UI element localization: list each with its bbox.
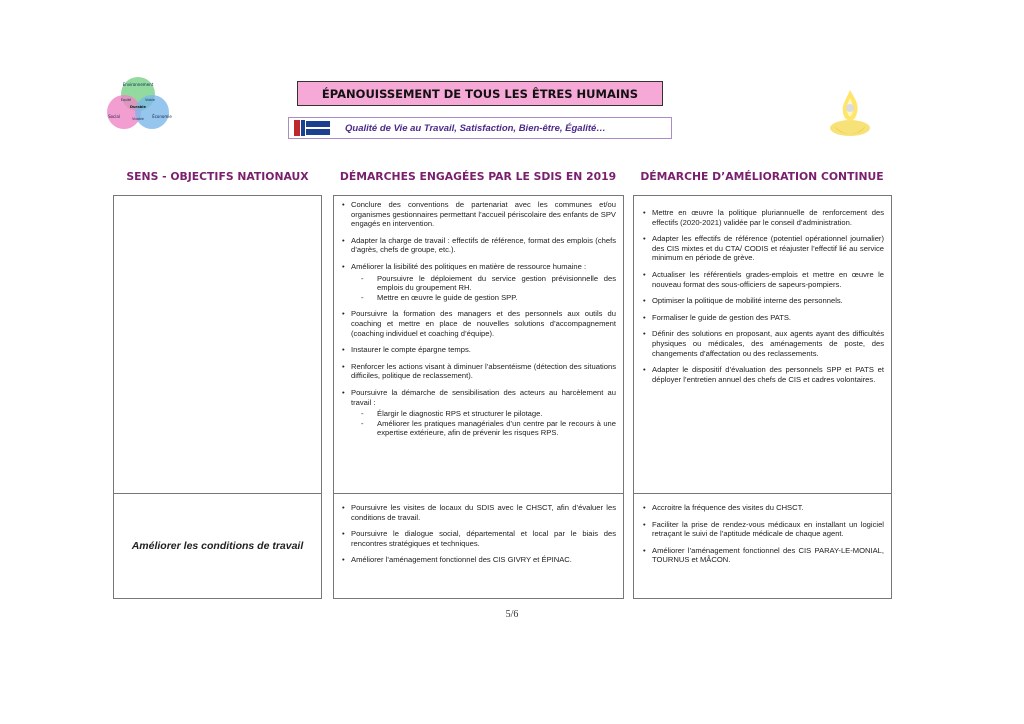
column-header-sdis-actions: DÉMARCHES ENGAGÉES PAR LE SDIS EN 2019 bbox=[339, 170, 617, 183]
row2-improvement-cell bbox=[633, 493, 892, 599]
venn-center-label: Durable bbox=[130, 105, 146, 109]
list-item: • Améliorer l’aménagement fonctionnel des CIS PARAY-LE-MONIAL, TOURNUS et MÂCON. bbox=[640, 546, 884, 565]
list-item: • Renforcer les actions visant à diminuer l’absentéisme (détection des situations difficiles, politique de reclassement). bbox=[339, 362, 616, 381]
list-item: • Mettre en œuvre la politique pluriannuelle de renforcement des effectifs (2020-2021) validée par le conseil d’administration. bbox=[640, 208, 884, 227]
list-item: • Poursuivre les visites de locaux du SDIS avec le CHSCT, afin d’évaluer les conditions de travail. bbox=[339, 503, 616, 522]
page-number: 5/6 bbox=[505, 609, 519, 620]
list-item: • Poursuivre la démarche de sensibilisation des acteurs au harcèlement au travail : - Élargir le diagnostic RPS et structurer le pilotage. - Améliorer les pratiques managériales d’un centre par le recours à une expertise extérieure, afin de prévenir les risques RPS. bbox=[339, 388, 616, 438]
subtitle-banner bbox=[288, 117, 672, 139]
list-item: • Instaurer le compte épargne temps. bbox=[339, 345, 616, 355]
column-header-national-objectives: SENS - OBJECTIFS NATIONAUX bbox=[126, 170, 309, 183]
venn-inner-left-label: Équité bbox=[120, 98, 132, 102]
page-subtitle: Qualité de Vie au Travail, Satisfaction, Bien-être, Égalité… bbox=[345, 122, 606, 134]
row1-objective-cell bbox=[113, 195, 322, 494]
row1-actions-cell bbox=[333, 195, 624, 494]
venn-inner-right-label: Viable bbox=[145, 98, 155, 102]
list-item: • Poursuivre la formation des managers et des personnels aux outils du coaching et mettre en place de nouvelles solutions d’accompagnement (coaching individuel et coaching d’équipe). bbox=[339, 309, 616, 338]
list-item: • Poursuivre le dialogue social, départemental et local par le biais des rencontres stratégiques et techniques. bbox=[339, 529, 616, 548]
list-item: • Adapter le dispositif d’évaluation des personnels SPP et PATS et déployer l’entretien annuel des chefs de CIS et cadres volontaires. bbox=[640, 365, 884, 384]
venn-top-label: Environnement bbox=[122, 82, 154, 87]
sub-list-item: - Mettre en œuvre le guide de gestion SPP. bbox=[351, 293, 616, 303]
list-item: • Adapter la charge de travail : effectifs de référence, format des emplois (chefs d’agrès, chefs de groupe, etc.). bbox=[339, 236, 616, 255]
page-title: ÉPANOUISSEMENT DE TOUS LES ÊTRES HUMAINS bbox=[297, 81, 663, 106]
sustainability-venn-logo bbox=[102, 76, 174, 134]
venn-left-label: Social bbox=[108, 114, 120, 119]
sub-list-item: - Poursuivre le déploiement du service gestion prévisionnelle des emplois du groupement RH. bbox=[351, 274, 616, 293]
list-item: • Adapter les effectifs de référence (potentiel opérationnel journalier) des CIS mixtes et du CTA/ CODIS et réajuster l’effectif lié au service minimum en période de grève. bbox=[640, 234, 884, 263]
column-header-continuous-improvement: DÉMARCHE D’AMÉLIORATION CONTINUE bbox=[640, 170, 884, 183]
list-item: • Améliorer la lisibilité des politiques en matière de ressource humaine : - Poursuivre le déploiement du service gestion prévisionnelle des emplois du groupement RH. - Mettre en œuvre le guide de gestion SPP. bbox=[339, 262, 616, 302]
list-item: • Accroitre la fréquence des visites du CHSCT. bbox=[640, 503, 884, 513]
sapeurs-pompiers-logo bbox=[293, 119, 331, 137]
sub-list-item: - Améliorer les pratiques managériales d’un centre par le recours à une expertise extérieure, afin de prévenir les risques RPS. bbox=[351, 419, 616, 438]
objective-label-working-conditions: Améliorer les conditions de travail bbox=[131, 540, 304, 552]
list-item: • Conclure des conventions de partenariat avec les communes et/ou organismes gestionnaires permettant l’accueil périscolaire des enfants de SPV engagés en intervention. bbox=[339, 200, 616, 229]
list-item: • Formaliser le guide de gestion des PATS. bbox=[640, 313, 884, 323]
list-item: • Faciliter la prise de rendez-vous médicaux en installant un logiciel retraçant le suivi de l’aptitude médicale de chaque agent. bbox=[640, 520, 884, 539]
row2-actions-cell bbox=[333, 493, 624, 599]
list-item: • Améliorer l’aménagement fonctionnel des CIS GIVRY et ÉPINAC. bbox=[339, 555, 616, 565]
flame-lamp-icon bbox=[826, 84, 874, 142]
sub-list-item: - Élargir le diagnostic RPS et structurer le pilotage. bbox=[351, 409, 616, 419]
list-item: • Actualiser les référentiels grades-emplois et mettre en œuvre le nouveau format des sous-officiers de sapeurs-pompiers. bbox=[640, 270, 884, 289]
list-item: • Définir des solutions en proposant, aux agents ayant des difficultés physiques ou médicales, des aménagements de poste, des changements d’affectation ou des reclassements. bbox=[640, 329, 884, 358]
list-item: • Optimiser la politique de mobilité interne des personnels. bbox=[640, 296, 884, 306]
row1-improvement-cell bbox=[633, 195, 892, 494]
venn-right-label: Économie bbox=[152, 114, 172, 119]
venn-inner-bottom-label: Vivable bbox=[132, 117, 144, 121]
